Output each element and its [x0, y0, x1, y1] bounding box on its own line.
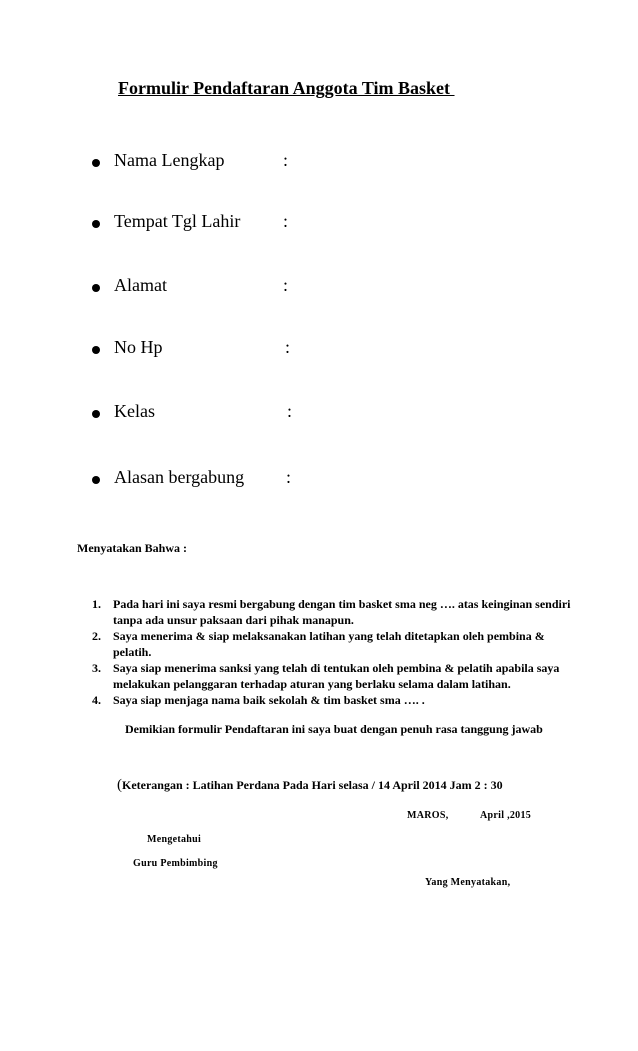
bullet-icon: [92, 346, 100, 354]
field-colon: :: [285, 337, 291, 357]
field-nama-lengkap: [92, 150, 392, 174]
list-item-text: Saya siap menjaga nama baik sekolah & tim basket sma …. .: [113, 693, 425, 707]
bullet-icon: [92, 284, 100, 292]
field-label: Tempat Tgl Lahir: [114, 211, 241, 231]
form-title: Formulir Pendaftaran Anggota Tim Basket: [118, 78, 455, 98]
field-label: Nama Lengkap: [114, 150, 225, 170]
list-item: [92, 596, 572, 628]
field-colon: :: [283, 211, 289, 231]
list-item-number: 3.: [92, 661, 101, 675]
bullet-icon: [92, 476, 100, 484]
field-colon: :: [287, 401, 293, 421]
field-no-hp: [92, 337, 392, 361]
list-item: [92, 692, 572, 708]
field-colon: :: [283, 150, 289, 170]
list-item-number: 4.: [92, 693, 101, 707]
bullet-icon: [92, 159, 100, 167]
field-label: Alamat: [114, 275, 167, 295]
supervisor-label: Guru Pembimbing: [133, 858, 218, 869]
note-line: [117, 777, 503, 794]
list-item: [92, 660, 572, 692]
list-item: [92, 628, 572, 660]
note-paren: (: [117, 777, 122, 793]
field-alasan-bergabung: [92, 467, 392, 491]
statement-list: [92, 596, 572, 708]
declarant-label: Yang Menyatakan,: [425, 877, 511, 888]
field-colon: :: [283, 275, 289, 295]
field-label: Kelas: [114, 401, 155, 421]
acknowledged-label: Mengetahui: [147, 834, 202, 845]
statement-heading: Menyatakan Bahwa :: [77, 541, 188, 555]
field-label: No Hp: [114, 337, 163, 357]
list-item-number: 2.: [92, 629, 101, 643]
field-label: Alasan bergabung: [114, 467, 245, 487]
closing-statement: Demikian formulir Pendaftaran ini saya buat dengan penuh rasa tanggung jawab: [125, 722, 543, 736]
note-text: Keterangan : Latihan Perdana Pada Hari selasa / 14 April 2014 Jam 2 : 30: [122, 778, 503, 792]
field-kelas: [92, 401, 392, 425]
field-colon: :: [286, 467, 292, 487]
list-item-number: 1.: [92, 597, 101, 611]
list-item-text: Saya menerima & siap melaksanakan latihan yang telah ditetapkan oleh pembina & pelatih.: [113, 629, 545, 659]
bullet-icon: [92, 220, 100, 228]
list-item-text: Pada hari ini saya resmi bergabung dengan tim basket sma neg …. atas keinginan sendiri tanpa ada unsur paksaan dari pihak manapun.: [113, 597, 571, 627]
place-label: MAROS,: [407, 810, 449, 821]
list-item-text: Saya siap menerima sanksi yang telah di tentukan oleh pembina & pelatih apabila saya melakukan pelanggaran terhadap aturan yang berlaku selama dalam latihan.: [113, 661, 560, 691]
date-label: April ,2015: [480, 810, 532, 821]
bullet-icon: [92, 410, 100, 418]
field-tempat-tgl-lahir: [92, 211, 392, 235]
field-alamat: [92, 275, 392, 299]
